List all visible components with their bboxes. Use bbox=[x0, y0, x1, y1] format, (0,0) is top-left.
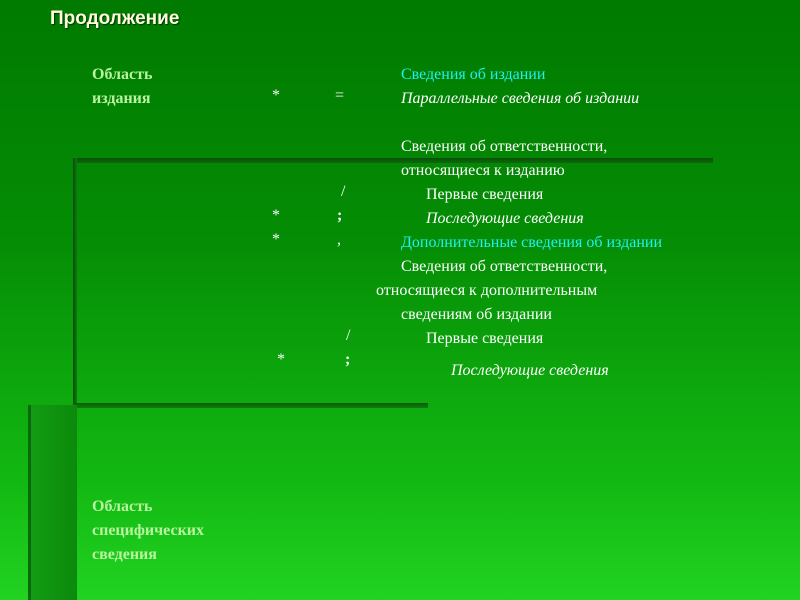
subsequent-statement: Последующие сведения bbox=[426, 210, 584, 227]
edition-statement: Сведения об издании bbox=[401, 66, 546, 83]
panel-bottom-shadow bbox=[73, 403, 428, 408]
panel-left-shadow bbox=[73, 158, 77, 406]
edition-area-label-line1: Область bbox=[92, 66, 153, 83]
add-responsibility-line2: относящиеся к дополнительным bbox=[376, 282, 598, 299]
first-statement: Первые сведения bbox=[426, 186, 544, 203]
specific-area-label-line2: специфических bbox=[92, 522, 205, 539]
bottom-left-frame bbox=[28, 405, 77, 600]
star-symbol: * bbox=[272, 87, 280, 104]
responsibility-line1: Сведения об ответственности, bbox=[401, 138, 608, 155]
parallel-edition-statement: Параллельные сведения об издании bbox=[401, 90, 640, 107]
semicolon-symbol: ; bbox=[345, 351, 351, 368]
panel-top-shadow bbox=[73, 158, 713, 163]
first-statement: Первые сведения bbox=[426, 330, 544, 347]
responsibility-line2: относящиеся к изданию bbox=[401, 162, 565, 179]
specific-area-label-line3: сведения bbox=[92, 546, 157, 563]
star-symbol: * bbox=[277, 351, 285, 368]
equals-symbol: = bbox=[335, 87, 345, 104]
add-responsibility-line3: сведениям об издании bbox=[401, 306, 552, 323]
slash-symbol: / bbox=[341, 183, 346, 200]
slide-title: Продолжение bbox=[50, 8, 180, 29]
specific-area-label-line1: Область bbox=[92, 498, 153, 515]
subsequent-statement: Последующие сведения bbox=[451, 362, 609, 379]
slash-symbol: / bbox=[346, 327, 351, 344]
edition-area-label-line2: издания bbox=[92, 90, 151, 107]
comma-symbol: , bbox=[337, 231, 341, 248]
additional-edition-statement: Дополнительные сведения об издании bbox=[401, 234, 663, 251]
add-responsibility-line1: Сведения об ответственности, bbox=[401, 258, 608, 275]
star-symbol: * bbox=[272, 231, 280, 248]
star-symbol: * bbox=[272, 207, 280, 224]
semicolon-symbol: ; bbox=[337, 207, 343, 224]
